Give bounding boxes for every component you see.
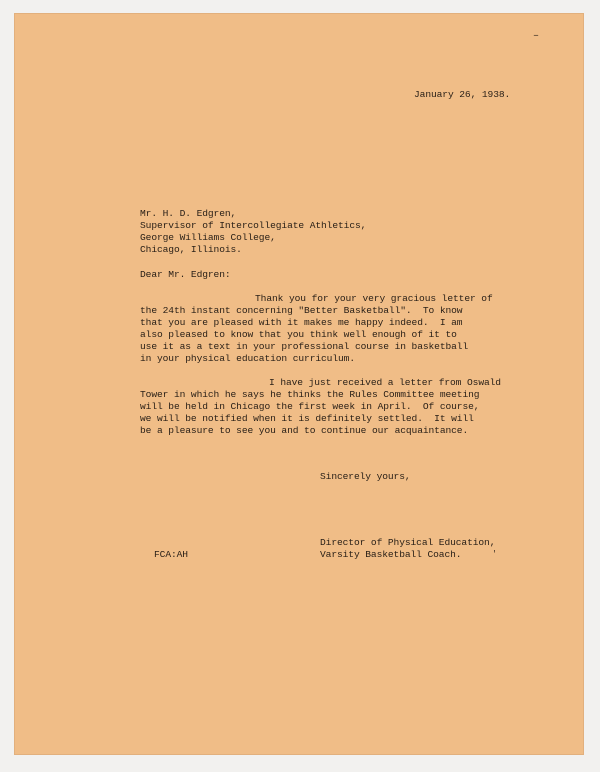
paragraph-line: will be held in Chicago the first week in April. Of course, (140, 401, 480, 412)
paragraph-line: in your physical education curriculum. (140, 353, 355, 364)
paragraph-line: also pleased to know that you think well enough of it to (140, 329, 457, 340)
paragraph-line: that you are pleased with it makes me happy indeed. I am (140, 317, 463, 328)
paragraph-line: Tower in which he says he thinks the Rules Committee meeting (140, 389, 480, 400)
ink-tick-mark: ' (492, 550, 497, 559)
recipient-line: George Williams College, (140, 232, 276, 243)
recipient-line: Chicago, Illinois. (140, 244, 242, 255)
paragraph-line: use it as a text in your professional course in basketball (140, 341, 469, 352)
salutation: Dear Mr. Edgren: (140, 269, 231, 280)
signature-title: Varsity Basketball Coach. (320, 549, 462, 560)
paragraph-line: be a pleasure to see you and to continue our acquaintance. (140, 425, 469, 436)
letter-date: January 26, 1938. (414, 89, 511, 100)
closing: Sincerely yours, (320, 471, 411, 482)
paragraph-line: we will be notified when it is definitely settled. It will (140, 413, 474, 424)
signature-title: Director of Physical Education, (320, 537, 496, 548)
recipient-line: Supervisor of Intercollegiate Athletics, (140, 220, 367, 231)
paragraph-line: Thank you for your very gracious letter of (255, 293, 493, 304)
letter-page (14, 13, 584, 755)
paragraph-line: I have just received a letter from Oswald (269, 377, 501, 388)
paragraph-line: the 24th instant concerning "Better Basketball". To know (140, 305, 463, 316)
recipient-line: Mr. H. D. Edgren, (140, 208, 237, 219)
ink-tick-mark: – (533, 31, 540, 42)
typist-initials: FCA:AH (154, 549, 188, 560)
